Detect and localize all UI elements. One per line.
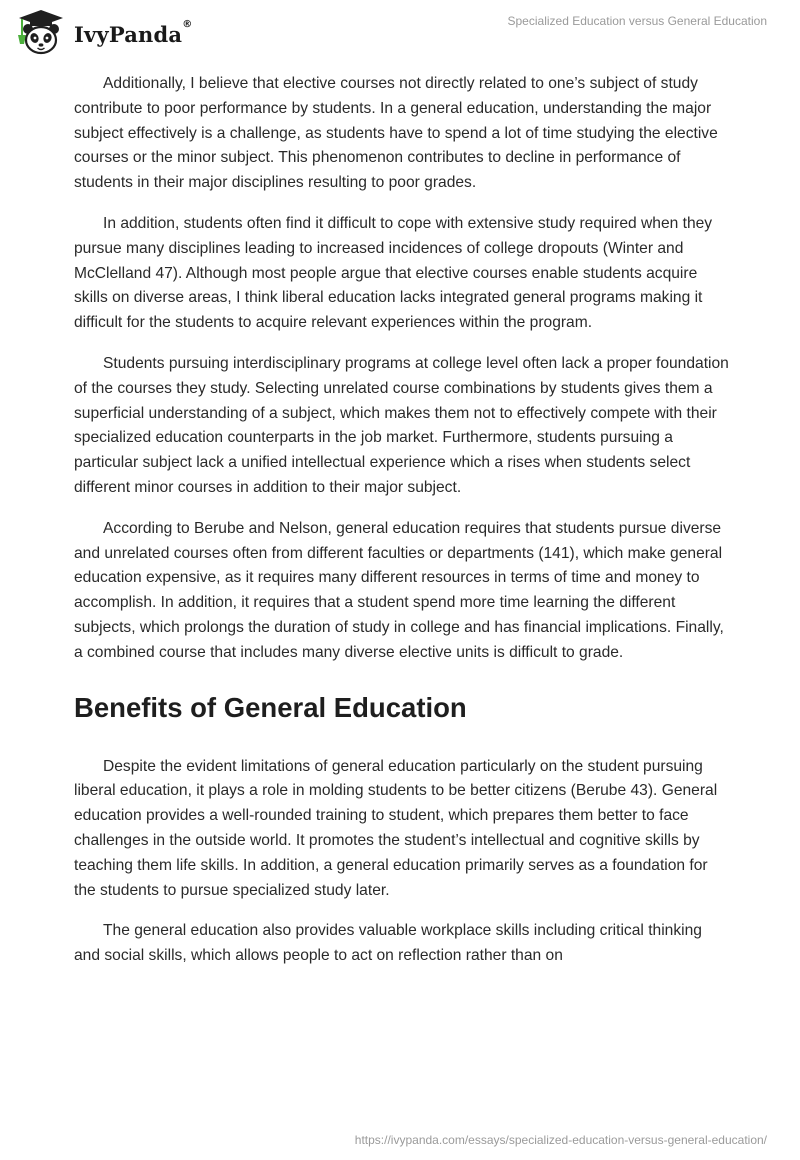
paragraph: Students pursuing interdisciplinary programs at college level often lack a proper foundation of the courses they study. Selecting unrelated course combinations by students gives them a superficial understanding of a subject, which makes them not to effectively compete with their specialized education counterparts in the job market. Furthermore, students pursuing a particular subject lack a unified intellectual experience which a rises when students select different minor courses in addition to their major subject. — [74, 354, 729, 496]
paragraph: According to Berube and Nelson, general education requires that students pursue diverse and unrelated courses often from different faculties or departments (141), which make general education expensive, as it requires many different resources in terms of time and money to accomplish. In addition, it requires that a student spend more time learning the different subjects, which prolongs the duration of study in college and has financial implications. Finally, a combined course that includes many diverse elective units is difficult to grade. — [74, 519, 724, 661]
paragraph: In addition, students often find it difficult to cope with extensive study required when they pursue many disciplines leading to increased incidences of college dropouts (Winter and McClelland 47). Although most people argue that elective courses enable students acquire skills on diverse areas, I think liberal education lacks integrated general programs making it difficult for the students to acquire relevant experiences within the program. — [74, 214, 713, 332]
section-heading: Benefits of General Education — [74, 691, 467, 723]
panda-graduate-icon — [14, 8, 68, 58]
page-header — [0, 0, 800, 70]
paragraph: Despite the evident limitations of general education particularly on the student pursuing liberal education, it plays a role in molding students to be better citizens (Berube 43). General education provides a well-rounded training to student, which prepares them better to face challenges in the outside world. It promotes the student’s intellectual and cognitive skills by teaching them life skills. In addition, a general education primarily serves as a foundation for the students to pursue specialized study later. — [74, 757, 718, 899]
source-url[interactable]: https://ivypanda.com/essays/specialized-education-versus-general-education/ — [354, 1133, 767, 1147]
logo-wordmark: IvyPanda® — [74, 18, 193, 47]
paragraph: The general education also provides valuable workplace skills including critical thinking and social skills, which allows people to act on reflection rather than on — [74, 922, 702, 965]
paragraph: Additionally, I believe that elective courses not directly related to one’s subject of study contribute to poor performance by students. In a general education, understanding the major subject effectively is a challenge, as students have to spend a lot of time studying the elective courses or the minor subject. This phenomenon contributes to decline in performance of students in their major disciplines resulting to poor grades. — [74, 75, 718, 192]
document-title: Specialized Education versus General Education — [507, 14, 767, 28]
ivypanda-logo[interactable] — [14, 8, 192, 58]
essay-content — [74, 72, 730, 985]
